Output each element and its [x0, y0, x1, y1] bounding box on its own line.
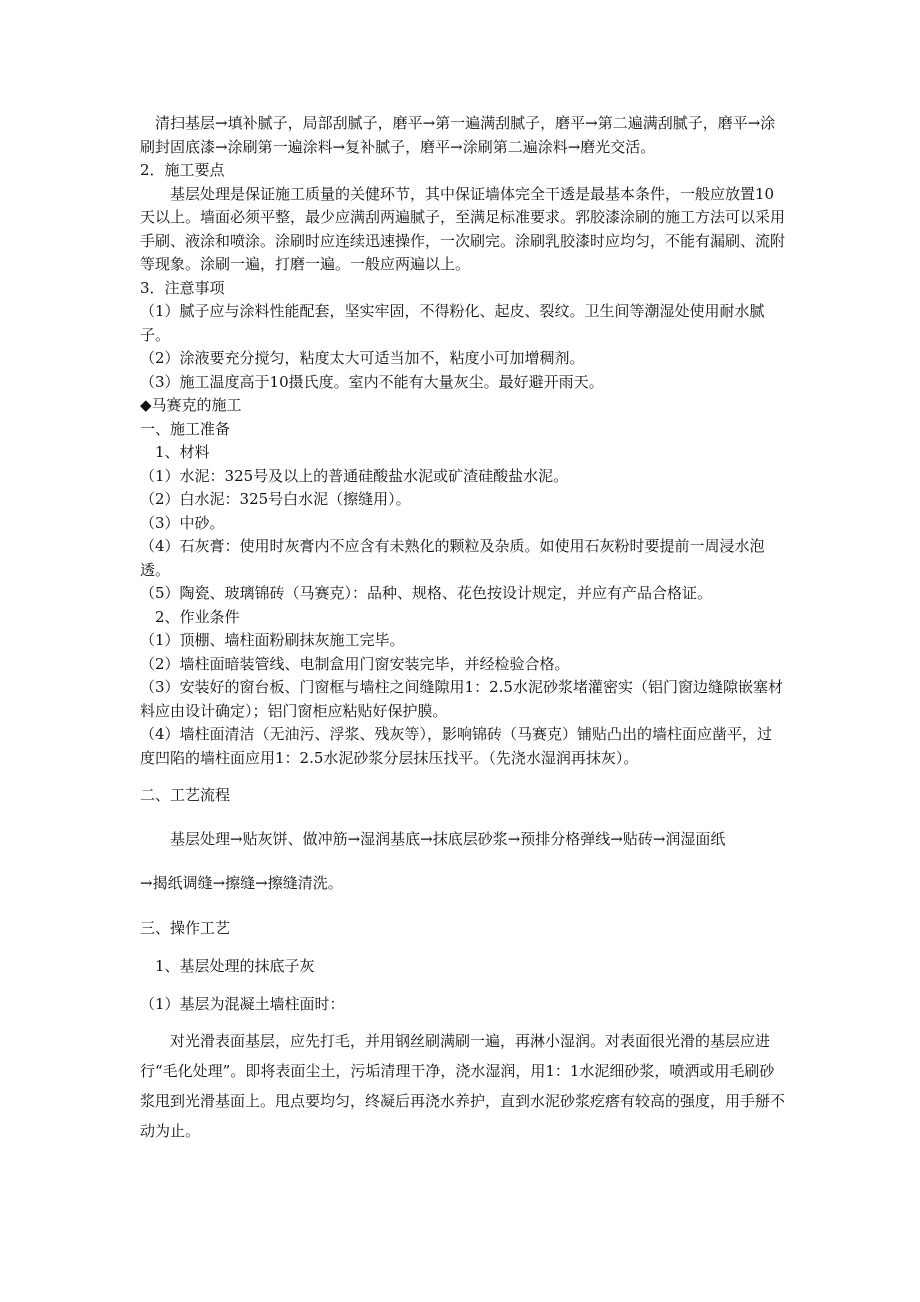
heading-preparation: 一、施工准备	[140, 419, 231, 438]
paragraph-process-flow-paint: 清扫基层→填补腻子，局部刮腻子，磨平→第一遍满刮腻子，磨平→第二遍满刮腻子，磨平→涂刷封固底漆→涂刷第一遍涂料→复补腻子，磨平→涂刷第二遍涂料→磨光交活。	[140, 114, 776, 156]
paragraph-roughening: 对光滑表面基层，应先打毛，并用钢丝刷满刷一遍，再淋小湿润。对表面很光滑的基层应进行“毛化处理”。即将表面尘土，污垢清理干净，浇水湿润，用1：1水泥细砂浆，喷洒或用毛刷砂浆甩到光滑基面上。甩点要均匀，终凝后再浇水养护，直到水泥砂浆疙瘩有较高的强度，用手掰不动为止。	[140, 1032, 786, 1140]
document-page	[140, 112, 785, 1146]
paragraph-material-4: （4）石灰膏：使用时灰膏内不应含有未熟化的颗粒及杂质。如使用石灰粉时要提前一周浸水泡透。	[140, 537, 765, 579]
heading-base-treatment: 1、基层处理的抹底子灰	[155, 957, 315, 975]
paragraph-material-5: （5）陶瓷、玻璃锦砖（马赛克）：品种、规格、花色按设计规定，并应有产品合格证。	[140, 584, 713, 602]
heading-work-conditions: 2、作业条件	[155, 607, 240, 626]
paragraph-concrete-base: （1）基层为混凝土墙柱面时：	[140, 994, 345, 1013]
heading-construction-points: 2．施工要点	[140, 161, 225, 179]
heading-operation-process: 三、操作工艺	[140, 918, 231, 937]
paragraph-mosaic-flow-line2: →揭纸调缝→擦缝→擦缝清洗。	[140, 874, 343, 892]
paragraph-material-1: （1）水泥：325号及以上的普通硅酸盐水泥或矿渣硅酸盐水泥。	[140, 466, 569, 485]
paragraph-condition-3: （3）安装好的窗台板、门窗框与墙柱之间缝隙用1：2.5水泥砂浆堵灌密实（铝门窗边缝隙嵌塞材料应由设计确定）；铝门窗柜应粘贴好保护膜。	[140, 678, 783, 720]
heading-mosaic-construction: ◆马赛克的施工	[140, 396, 242, 414]
paragraph-condition-2: （2）墙柱面暗装管线、电制盒用门窗安装完毕，并经检验合格。	[140, 654, 570, 673]
heading-process-flow: 二、工艺流程	[140, 786, 231, 804]
paragraph-material-2: （2）白水泥：325号白水泥（擦缝用）。	[140, 490, 411, 508]
heading-materials: 1、材料	[155, 443, 210, 461]
paragraph-condition-4: （4）墙柱面清洁（无油污、浮浆、残灰等），影响锦砖（马赛克）铺贴凸出的墙柱面应凿平，过度凹陷的墙柱面应用1：2.5水泥砂浆分层抹压找平。（先浇水湿润再抹灰）。	[140, 725, 773, 767]
paragraph-condition-1: （1）顶棚、墙柱面粉刷抹灰施工完毕。	[140, 631, 405, 649]
paragraph-precaution-3: （3）施工温度高于10摄氏度。室内不能有大量灰尘。最好避开雨天。	[140, 372, 604, 391]
paragraph-material-3: （3）中砂。	[140, 513, 225, 532]
paragraph-precaution-2: （2）涂液要充分搅匀，粘度太大可适当加不，粘度小可加增稠剂。	[140, 349, 585, 367]
paragraph-precaution-1: （1）腻子应与涂料性能配套，坚实牢固，不得粉化、起皮、裂纹。卫生间等潮湿处使用耐水腻子。	[140, 302, 765, 344]
heading-precautions: 3．注意事项	[140, 278, 225, 297]
paragraph-mosaic-flow-line1: 基层处理→贴灰饼、做冲筋→湿润基底→抹底层砂浆→预排分格弹线→贴砖→润湿面纸	[170, 829, 726, 848]
paragraph-construction-points: 基层处理是保证施工质量的关健环节，其中保证墙体完全干透是最基本条件，一般应放置10天以上。墙面必须平整，最少应满刮两遍腻子，至满足标准要求。郛胶漆涂刷的施工方法可以采用手刷、液涂和喷涂。涂刷时应连续迅速操作，一次刷完。涂刷乳胶漆时应均匀，不能有漏刷、流附等现象。涂刷一遍，打磨一遍。一般应两遍以上。	[140, 184, 786, 273]
